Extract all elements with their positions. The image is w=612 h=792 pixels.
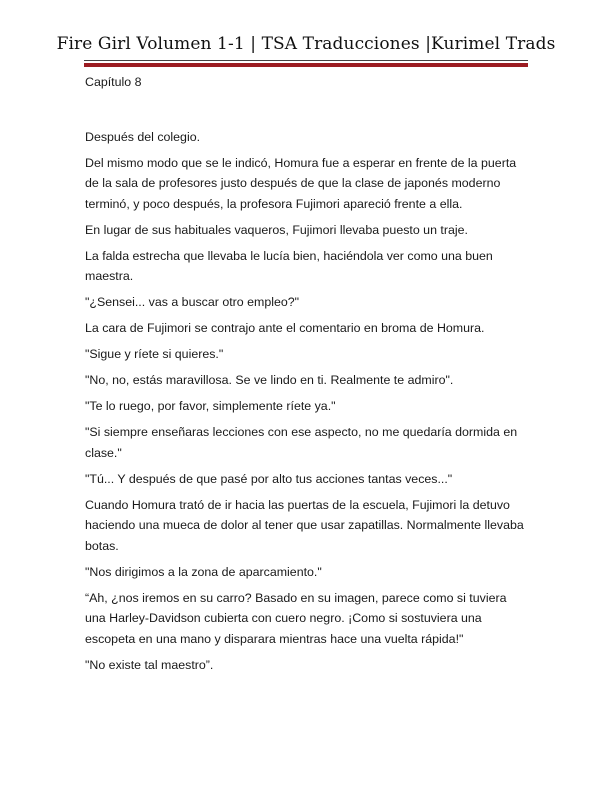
paragraph: En lugar de sus habituales vaqueros, Fujimori llevaba puesto un traje. (85, 222, 468, 237)
paragraph: "No, no, estás maravillosa. Se ve lindo en ti. Realmente te admiro". (85, 373, 454, 387)
paragraph: "No existe tal maestro”. (85, 657, 214, 672)
chapter-heading: Capítulo 8 (85, 75, 142, 89)
paragraph: Después del colegio. (85, 129, 201, 144)
paragraph: "¿Sensei... vas a buscar otro empleo?" (85, 295, 300, 309)
paragraph: "Sigue y ríete si quieres." (85, 347, 224, 361)
paragraph: Cuando Homura trató de ir hacia las puertas de la escuela, Fujimori la detuvo haciendo una mueca de dolor al tener que usar zapatillas. Normalmente llevaba botas. (85, 497, 524, 553)
header-divider-thin (84, 60, 528, 61)
paragraph: “Ah, ¿nos iremos en su carro? Basado en su imagen, parece como si tuviera una Harley-Davidson cubierta con cuero negro. ¡Como si sostuviera una escopeta en una mano y disparara mientras hace una vuelta rápida!" (85, 590, 507, 646)
paragraph: "Te lo ruego, por favor, simplemente ríete ya." (85, 399, 336, 413)
page-header-title: Fire Girl Volumen 1-1 | TSA Traducciones |Kurimel Trads (56, 34, 556, 54)
paragraph: "Tú... Y después de que pasé por alto tus acciones tantas veces..." (85, 471, 453, 486)
header-divider-accent (84, 63, 528, 67)
paragraph: "Nos dirigimos a la zona de aparcamiento." (85, 564, 322, 579)
paragraph: La falda estrecha que llevaba le lucía bien, haciéndola ver como una buen maestra. (85, 248, 493, 283)
document-body (85, 72, 525, 675)
paragraph: Del mismo modo que se le indicó, Homura fue a esperar en frente de la puerta de la sala de profesores justo después de que la clase de japonés moderno terminó, y poco después, la profesora Fujimori apareció frente a ella. (85, 155, 517, 211)
paragraph: "Si siempre enseñaras lecciones con ese aspecto, no me quedaría dormida en clase." (85, 425, 518, 460)
paragraph: La cara de Fujimori se contrajo ante el comentario en broma de Homura. (85, 321, 485, 335)
